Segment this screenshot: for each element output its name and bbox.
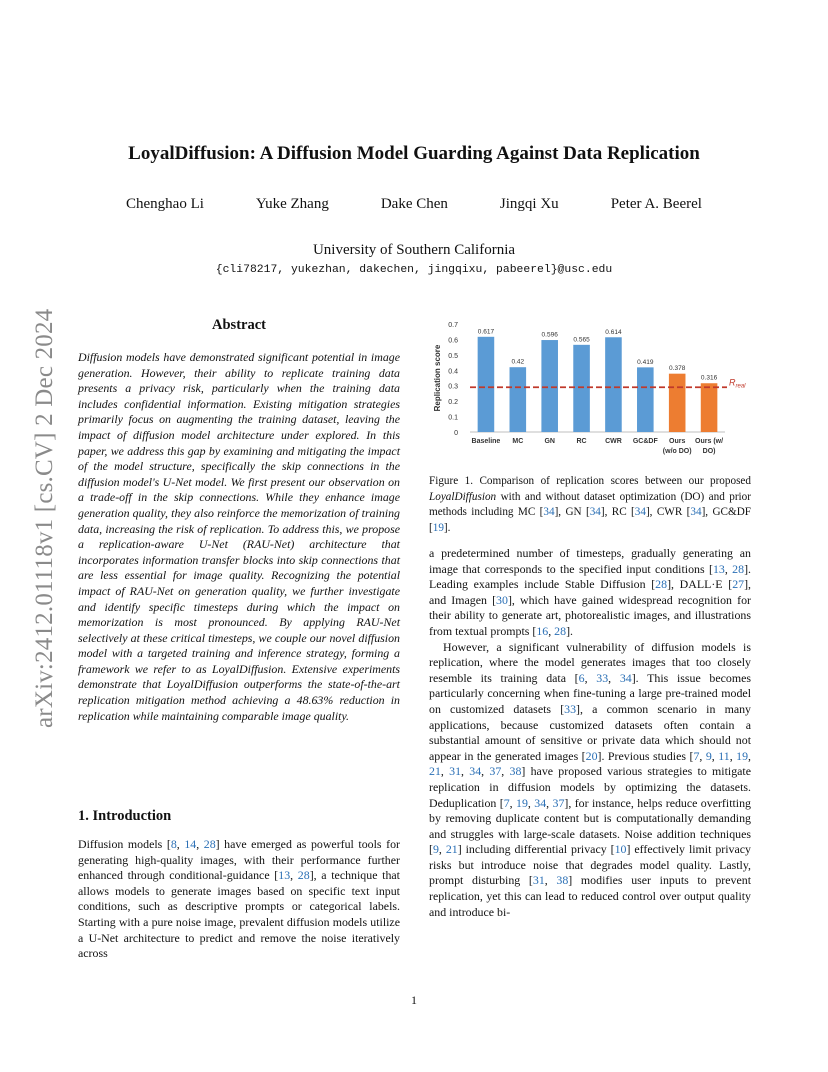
author-name: Chenghao Li [126,196,204,212]
citation-link[interactable]: 20 [585,748,598,763]
x-tick-label: Baseline [471,438,501,445]
bar-value-label: 0.316 [700,374,718,382]
author-name: Dake Chen [380,196,448,212]
arxiv-id-text: arXiv:2412.01118v1 [cs.CV] 2 Dec 2024 [31,308,58,728]
abstract-heading: Abstract [212,317,266,333]
bar [669,374,686,432]
citation-link[interactable]: 28 [655,577,668,592]
y-axis-label: Replication score [433,344,442,412]
citation-link[interactable]: 28 [732,561,745,576]
citation-link[interactable]: 37 [552,795,565,810]
citation-link[interactable]: 34 [543,506,555,519]
citation-link[interactable]: 33 [596,670,609,685]
y-tick-label: 0.5 [448,352,458,360]
citation-link[interactable]: 30 [496,592,508,607]
bar [573,345,590,432]
abstract-body: Diffusion models have demonstrated significant potential in image generation. However, their ability to replicate training data presents a privacy risk, particularly when the training data includes confidential information. Existing mitigation strategies primarily focus on augmenting the training dataset, leaving the impact of diffusion model architecture under explored. In this paper, we address this gap by examining and mitigating the impact of the model structure, specifically the skip connections in the diffusion model's U-Net model. We first present our observation on a trade-off in the skip connections. While they enhance image generation quality, they also reinforce the memorization of training data, increasing the risk of replication. To address this, we propose a replication-aware U-Net (RAU-Net) architecture that incorporates information transfer blocks into skip connections that are less essential for image quality. Recognizing the potential impact of RAU-Net on generation quality, we further investigate and identify specific timesteps during which the impact on memorization is most pronounced. By applying RAU-Net selectively at these critical timesteps, we couple our novel diffusion model with a targeted training and inference strategy, forming a framework we refer to as LoyalDiffusion. Extensive experiments demonstrate that LoyalDiffusion outperforms the state-of-the-art replication mitigation method achieving a 48.63% reduction in replication while maintaining comparable image quality. [78,350,400,723]
citation-link[interactable]: 28 [203,837,216,851]
x-tick-label: RC [576,438,587,445]
y-tick-label: 0.2 [448,399,458,407]
citation-link[interactable]: 34 [690,506,702,519]
citation-link[interactable]: 38 [509,764,522,779]
paragraph: a predetermined number of timesteps, gradually generating an image that corresponds to the specified input conditions [13, 28]. Leading examples include Stable Diffusion [28], DALL·E [27], and Imagen [30], which have gained widespread recognition for their ability to generate art, photorealistic images, and illustrations from textual prompts [16, 28]. [429,546,752,638]
right-column-body [429,546,751,920]
citation-link[interactable]: 9 [432,842,439,857]
x-tick-label: (w/o DO) [662,448,692,455]
citation-link[interactable]: 31 [532,873,545,888]
reference-line-label: $R_{real}$ [729,377,746,390]
emphasis: LoyalDiffusion [429,490,497,503]
citation-link[interactable]: 33 [564,701,577,716]
citation-link[interactable]: 28 [554,623,567,638]
bar-value-label: 0.565 [573,336,590,344]
y-tick-label: 0.3 [448,383,458,391]
bar [701,383,718,432]
citation-link[interactable]: 31 [449,764,462,779]
arxiv-identifier [14,290,66,730]
citation-link[interactable]: 28 [297,868,310,883]
y-tick-label: 0.6 [448,337,458,345]
page-number: 1 [411,993,417,1007]
bar [510,367,527,432]
author-name: Peter A. Beerel [610,196,702,212]
citation-link[interactable]: 38 [556,873,569,888]
x-tick-label: CWR [605,438,622,445]
author-list [100,196,728,213]
citation-link[interactable]: 10 [614,842,627,857]
paper-title: LoyalDiffusion: A Diffusion Model Guarding Against Data Replication [128,143,700,164]
bar [605,337,622,432]
author-name: Yuke Zhang [255,196,329,212]
x-tick-label: DO) [702,448,716,455]
x-tick-label: Ours [669,438,686,445]
citation-link[interactable]: 19 [432,521,444,534]
introduction-body [78,837,400,962]
affiliation: University of Southern California [312,242,516,258]
bar-value-label: 0.596 [541,331,558,339]
citation-link[interactable]: 19 [516,795,528,810]
citation-link[interactable]: 21 [429,764,441,779]
x-tick-label: GC&DF [632,438,658,445]
citation-link[interactable]: 27 [732,577,745,592]
citation-link[interactable]: 21 [445,842,458,857]
citation-link[interactable]: 14 [184,837,197,851]
citation-link[interactable]: 34 [619,670,632,685]
citation-link[interactable]: 11 [718,748,730,763]
citation-link[interactable]: 13 [712,561,725,576]
citation-link[interactable]: 19 [736,748,749,763]
bar [541,340,558,432]
y-tick-label: 0 [454,430,458,437]
y-tick-label: 0.1 [448,414,458,422]
citation-link[interactable]: 6 [578,670,585,685]
citation-link[interactable]: 34 [469,764,482,779]
paragraph: Diffusion models [8, 14, 28] have emerged as powerful tools for generating high-quality images, with their performance further enhanced through conditional-guidance [13, 28], a technique that allows models to generate images based on specific text input conditions, such as descriptive prompts or categorical labels. Starting with a pure noise image, prevalent diffusion models utilize a U-Net architecture to predict and remove the noise iteratively across [78,837,400,961]
paragraph: However, a significant vulnerability of diffusion models is replication, where the model generates images that too closely resemble its training data [6, 33, 34]. This issue becomes particularly concerning when fine-tuning a large pre-trained model on customized datasets [33], a common scenario in many applications, because customized datasets often contain a substantial amount of sensitive or private data which should not appear in the generated images [20]. Previous studies [7, 9, 11, 19, 21, 31, 34, 37, 38] have proposed various strategies to mitigate replication in diffusion models by optimizing the datasets. Deduplication [7, 19, 34, 37], for instance, helps reduce overfitting by removing duplicate content but is computationally demanding and struggles with large-scale datasets. Noise addition techniques [9, 21] including differential privacy [10] effectively limit privacy risks but introduce noise that degrades model quality. Lastly, prompt disturbing [31, 38] modifies user inputs to prevent replication, yet this can lead to reduced control over output quality and introduce bi- [429,639,752,919]
y-tick-label: 0.4 [448,368,458,376]
y-tick-label: 0.7 [448,322,458,329]
x-tick-label: MC [512,438,524,445]
author-name: Jingqi Xu [499,196,559,212]
bar-value-label: 0.42 [511,358,525,366]
citation-link[interactable]: 7 [503,795,510,810]
bar-value-label: 0.378 [669,365,686,373]
bar-value-label: 0.617 [477,328,495,336]
bar-value-label: 0.419 [637,358,654,366]
citation-link[interactable]: 16 [536,623,549,638]
author-emails: {cli78217, yukezhan, dakechen, jingqixu, pabeerel}@usc.edu [215,264,613,276]
citation-link[interactable]: 34 [589,506,601,519]
citation-link[interactable]: 9 [705,748,712,763]
bar [478,337,495,432]
section-heading-introduction: 1. Introduction [78,808,172,824]
citation-link[interactable]: 8 [170,837,177,851]
citation-link[interactable]: 37 [489,764,502,779]
x-tick-label: GN [544,438,555,445]
citation-link[interactable]: 34 [534,795,547,810]
bar [637,367,654,432]
figure-caption: Figure 1. Comparison of replication scores between our proposed LoyalDiffusion with and without dataset optimization (DO) and prior methods including MC [34], GN [34], RC [34], CWR [34], GC&DF [19]. [429,475,751,534]
figure-1-chart [420,312,760,462]
citation-link[interactable]: 34 [634,506,646,519]
citation-link[interactable]: 7 [693,748,700,763]
citation-link[interactable]: 13 [278,868,291,883]
bar-value-label: 0.614 [605,328,622,336]
x-tick-label: Ours (w/ [695,438,724,445]
